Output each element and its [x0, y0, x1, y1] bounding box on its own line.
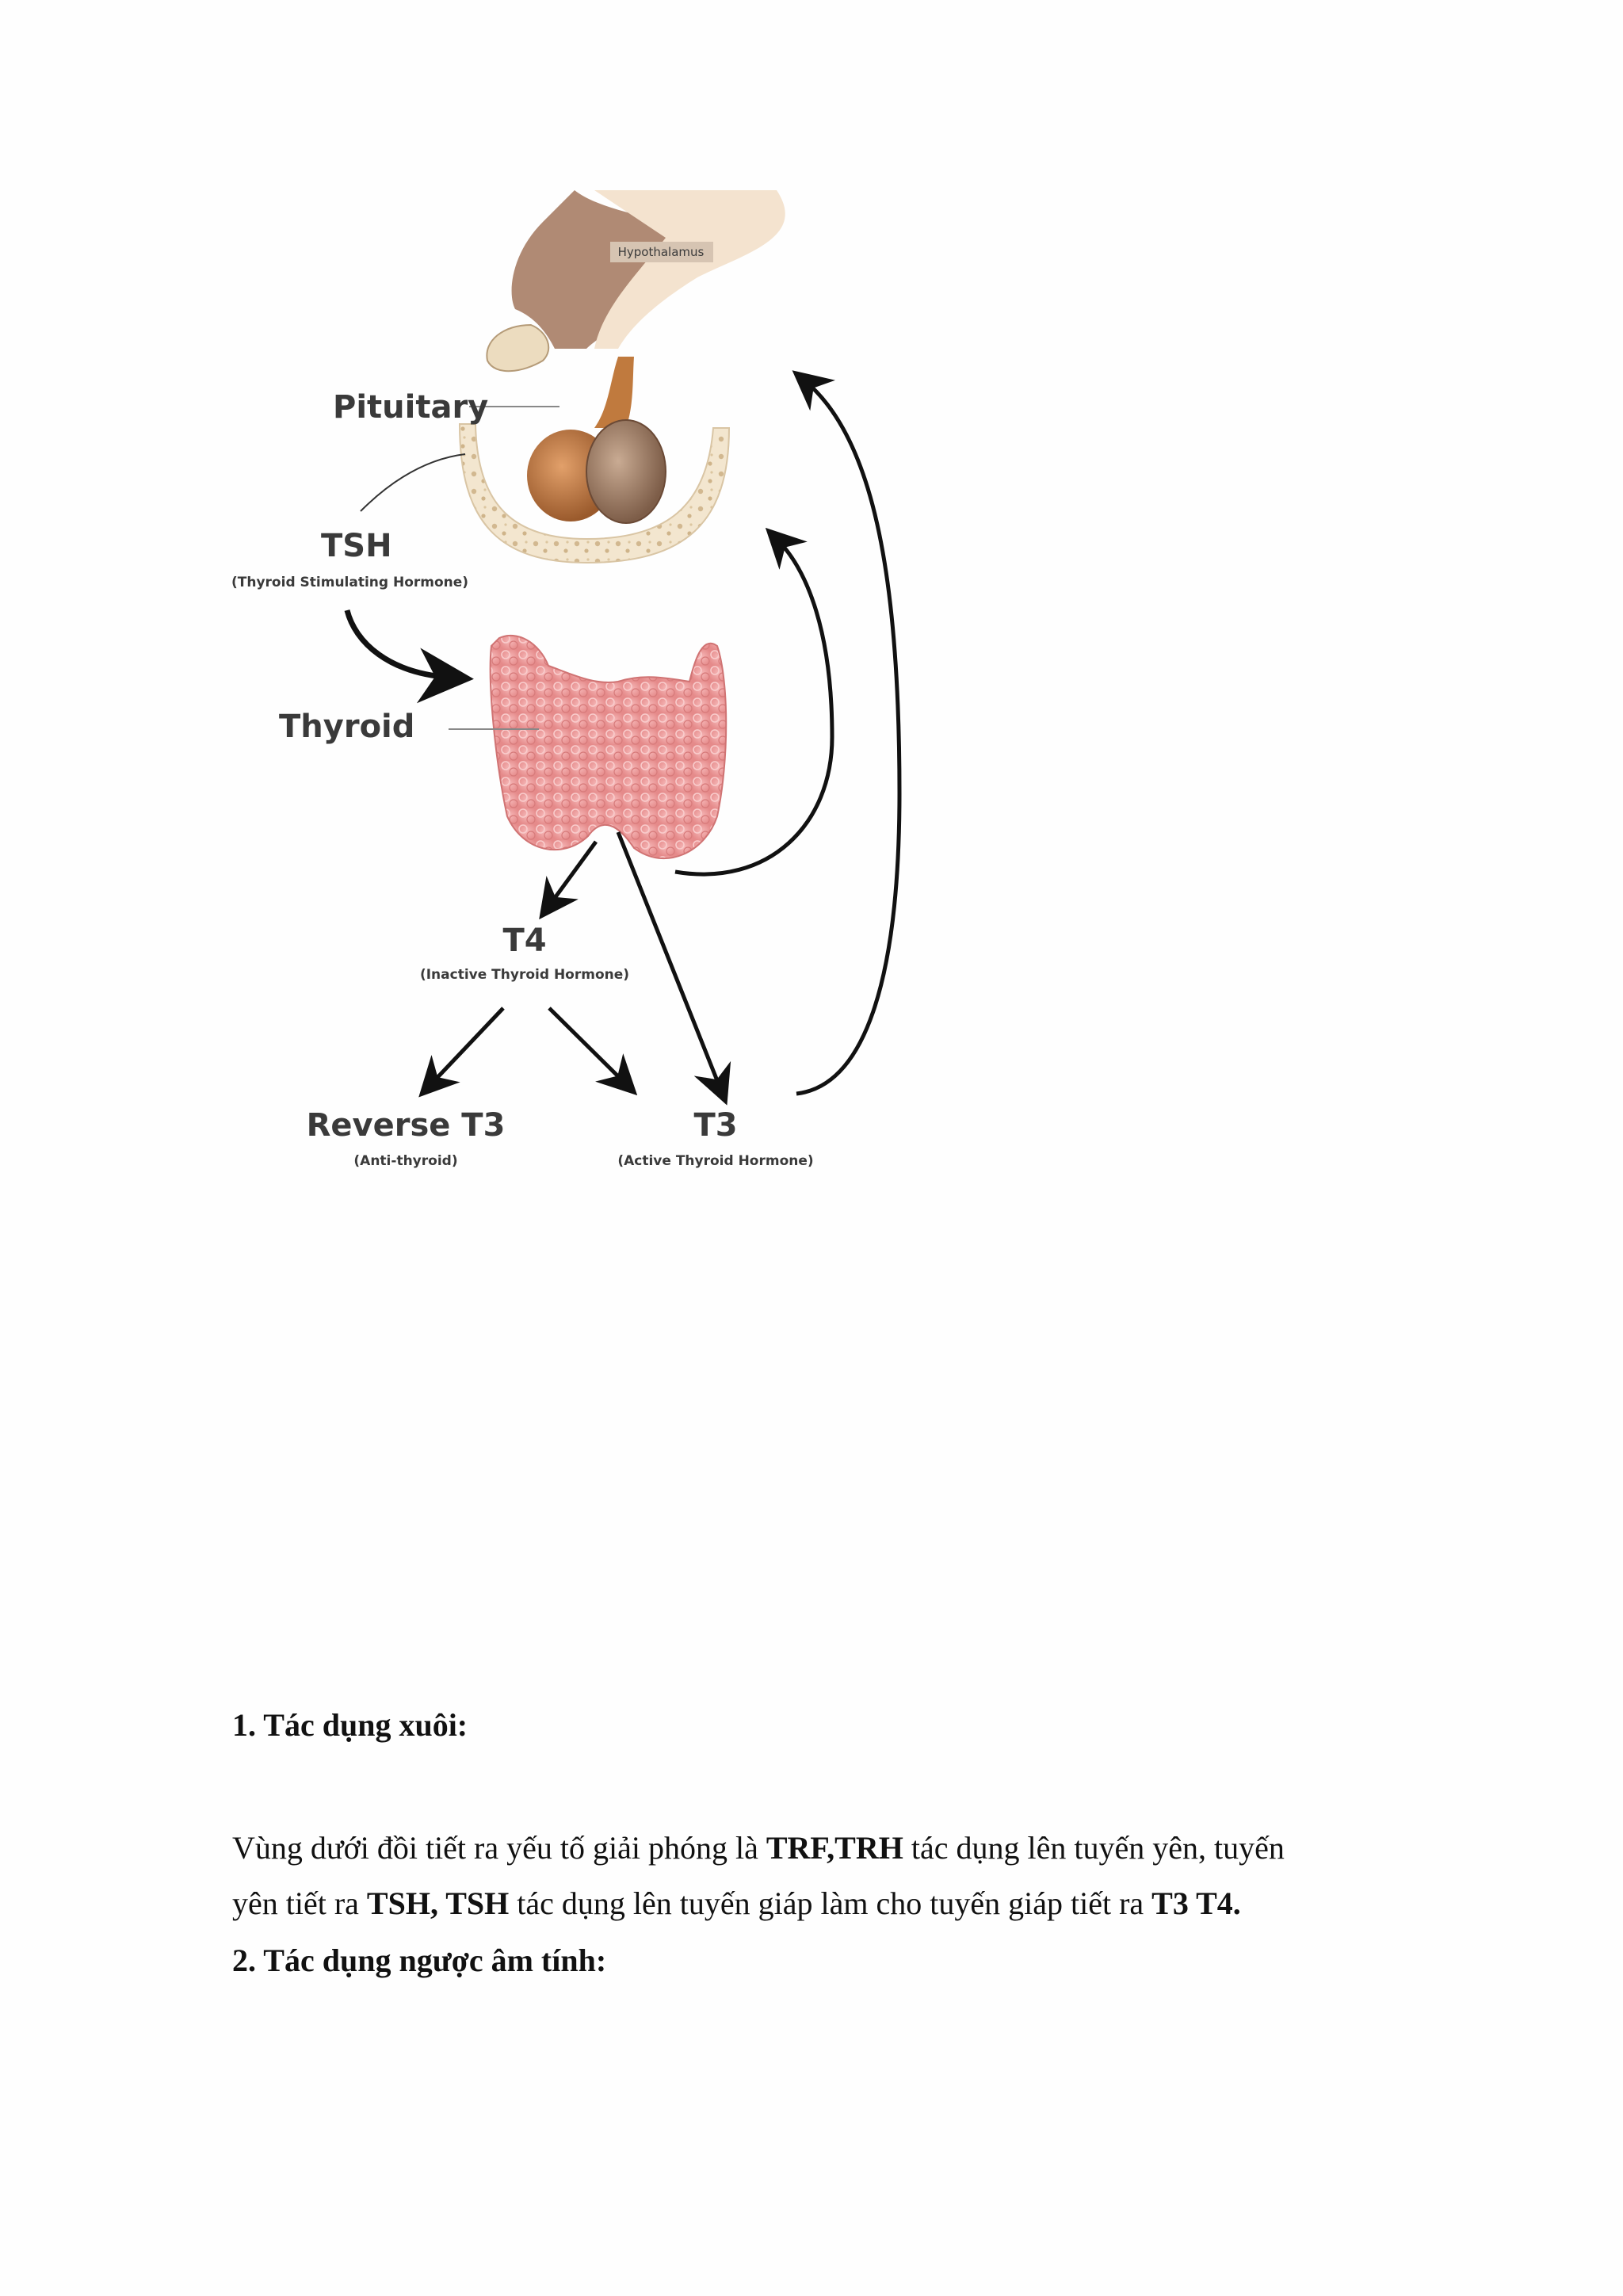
- section-1-heading: 1. Tác dụng xuôi:: [232, 1707, 468, 1743]
- section-2-heading: 2. Tác dụng ngược âm tính:: [232, 1943, 607, 1978]
- t3-caption: (Active Thyroid Hormone): [617, 1153, 814, 1169]
- para-text: tác dụng lên tuyến yên, tuyến: [903, 1830, 1285, 1866]
- para-text: yên tiết ra: [232, 1885, 367, 1921]
- tsh-connector: [361, 454, 465, 511]
- para-line-2: [232, 1885, 1241, 1921]
- diagram-svg: [222, 190, 951, 1205]
- hypothalamus-label: Hypothalamus: [617, 245, 705, 259]
- feedback-arrow-outer: [796, 380, 899, 1094]
- pituitary-gland: [527, 357, 666, 523]
- thyroid-axis-diagram: [222, 190, 951, 1205]
- tsh-label: TSH: [321, 528, 392, 564]
- t4-caption: (Inactive Thyroid Hormone): [419, 967, 630, 983]
- t4-to-t3-arrow: [549, 1008, 626, 1084]
- section-1-paragraph: [232, 1820, 1468, 1931]
- para-text: tác dụng lên tuyến giáp làm cho tuyến giáp tiết ra: [509, 1885, 1152, 1921]
- hypothalamus-illustration: [487, 190, 785, 371]
- thyroid-to-t3-arrow: [618, 832, 721, 1091]
- t3-label: T3: [693, 1107, 738, 1144]
- thyroid-gland: [491, 636, 727, 858]
- tsh-to-thyroid-arrow: [347, 610, 452, 678]
- pituitary-label: Pituitary: [333, 389, 489, 426]
- para-text: Vùng dưới đồi tiết ra yếu tố giải phóng là: [232, 1830, 766, 1866]
- thyroid-to-t4-arrow: [548, 842, 596, 907]
- reverse-t3-caption: (Anti-thyroid): [353, 1153, 458, 1169]
- para-line-1: [232, 1830, 1285, 1866]
- para-bold-term: TRF,TRH: [766, 1830, 903, 1866]
- t4-label: T4: [502, 923, 547, 959]
- para-bold-term: TSH, TSH: [366, 1885, 510, 1921]
- t4-to-reverse-t3-arrow: [430, 1008, 503, 1086]
- para-bold-term: T3 T4.: [1151, 1885, 1241, 1921]
- thyroid-label: Thyroid: [279, 709, 415, 745]
- tsh-caption: (Thyroid Stimulating Hormone): [231, 575, 469, 590]
- reverse-t3-label: Reverse T3: [306, 1107, 506, 1144]
